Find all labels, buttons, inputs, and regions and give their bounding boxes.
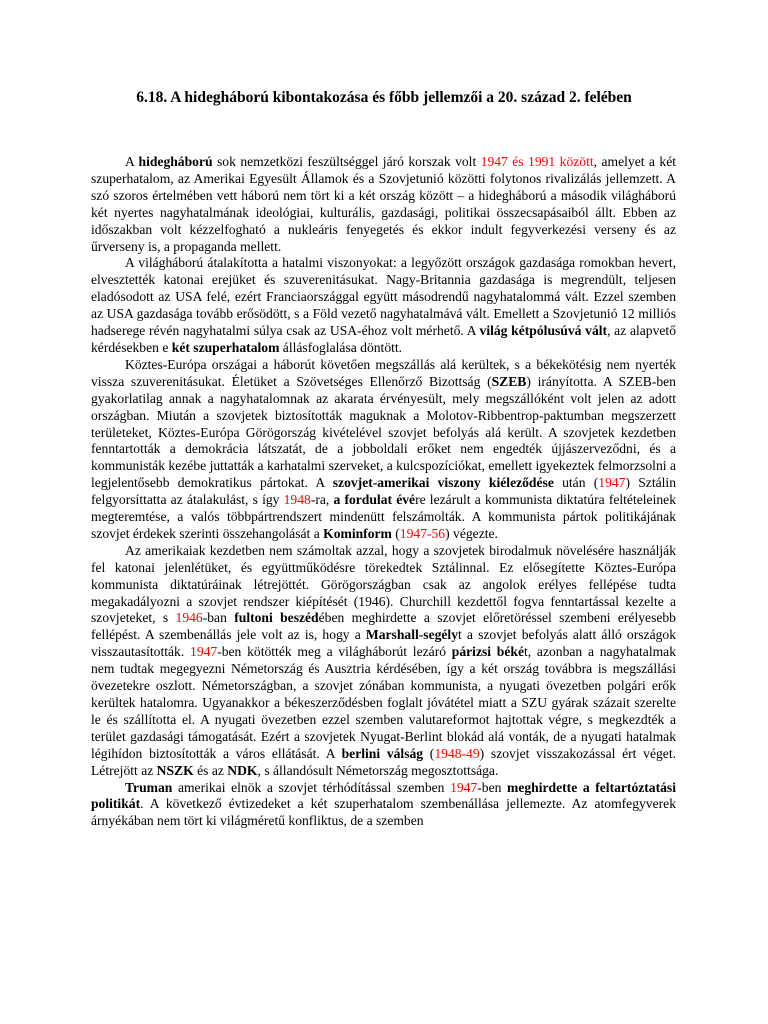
text-run: után ( [553,475,599,491]
term-parizsi-beke: párizsi béké [451,644,524,660]
term-berlini-valsag: berlini válság [341,745,424,761]
text-run: és az [193,762,228,778]
page-title: 6.18. A hidegháború kibontakozása és főbb jellemzői a 20. század 2. felében [136,89,632,106]
term-ket-szuperhatalom: két szuperhatalom [171,339,280,355]
text-run: -ben [477,779,508,795]
paragraph-1 [91,154,676,255]
text-run: t, azonban a nagyhatalmak nem tudtak megegyezni Németország és Ausztria kérdésében, így a két ország továbbra is megszállási övezetekre oszlott. Németországban, a szovjet zónában kommunista, a nyugati övezetben polgári erők kerültek hatalomra. Ugyanakkor a békeszerződésben foglalt jóvátétel miatt a SZU gyárak százait szerelte le és szállította el. A nyugati övezetben ezzel szemben valutareformot hajtottak végre, s megkezdték a terület gazdasági támogatását. Ezért a szovjetek Nyugat-Berlint blokád alá vonták, de a nyugati hatalmak légihídon biztosították a város ellátását. A [91,644,676,761]
date-highlight: 1947-56 [399,525,446,541]
document-body [91,154,676,830]
text-run: Az amerikaiak kezdetben nem számoltak azzal, hogy a szovjetek birodalmuk növelésére használják fel katonai jelenlétüket, és együttműködésre törekedtek Sztálinnal. Ez elősegítette Köztes-Európa kommunista diktatúráinak létrejöttét. Görögországban csak az angolok erélyes fellépése tudta megakadályozni a szovjet rendszer kiépítését (1946). Churchill kezdettől fogva fenntartással kezelte a szovjeteket, s [91,542,676,626]
term-ndk: NDK [227,762,258,778]
text-run: , s állandósult Németország megosztottsága. [257,762,499,778]
term-viszony-kielezodese: szovjet-amerikai viszony kiéleződése [332,475,554,491]
term-ketpolusu: világ kétpólusúvá vált [479,323,608,339]
date-highlight: 1948 [283,492,311,508]
term-kominform: Kominform [323,525,392,541]
text-run: A [125,154,139,169]
text-run: -ban [202,610,235,626]
date-highlight: 1947 [190,644,218,660]
term-nszk: NSZK [156,762,194,778]
text-run: . A következő évtizedeket a két szuperhatalom szembenállása jellemezte. Az atomfegyverek árnyékában nem tört ki világméretű konfliktus, de a szemben [91,796,676,829]
date-highlight: 1947 és 1991 között [480,154,594,169]
text-run: Köztes-Európa országai a háborút követően megszállás alá kerültek, s a békekötésig nem nyerték vissza szuverenitásukat. Életüket a Szövetséges Ellenőrző Bizottság ( [91,356,676,389]
text-run: ében meghirdette a szovjet előretöréssel szembeni erélyesebb fellépést. A szembenállás jele volt az is, hogy a [91,610,676,643]
term-szeb: SZEB [491,373,527,389]
date-highlight: 1947 [450,779,478,795]
text-run: -ben kötötték meg a világháborút lezáró [217,644,452,660]
text-run: ) irányította. A SZEB-ben gyakorlatilag annak a nagyhatalomnak az akarata érvényesült, mely megszállóként volt jelen az adott országban. Miután a szovjetek biztosították maguknak a Molotov-Ribbentrop-paktumban megszerzett területeket, Köztes-Európa Görögország kivételével szovjet befolyás alá került. A szovjetek kezdetben fenntartották a demokrácia látszatát, de a jobboldali erőket nem engedték újjászerveződni, és a kommunisták kezébe juttatták a karhatalmi szerveket, a kulcspozíciókat, emellett igyekeztek felmorzsolni a legjelentősebb demokratikus pártokat. A [91,373,676,491]
text-run: t a szovjet befolyás alatt álló országok visszautasították. [91,627,676,660]
text-run: ) végezte. [445,525,498,541]
paragraph-5 [91,780,676,831]
term-hideghaboru: hidegháború [138,154,213,169]
date-highlight: 1948-49 [434,745,480,761]
term-truman: Truman [125,779,173,795]
term-fordulat-eve: a fordulat évé [333,492,416,508]
text-run: -ra, [310,492,334,508]
text-run: amerikai elnök a szovjet térhódítással szemben [172,779,451,795]
term-marshall-segely: Marshall-segély [365,627,459,643]
text-run: A világháború átalakította a hatalmi viszonyokat: a legyőzött országok gazdasága romokban hevert, elvesztették katonai erejüket és szuverenitásukat. Nagy-Britannia gazdasága is megrendült, teljesen eladósodott az USA felé, ezért Franciaországgal együtt másodrendű nagyhatalommá vált. Ezzel szemben az USA gazdasága tovább erősödött, s a Föld vezető nagyhatalmává vált. Emellett a Szovjetunió 12 milliós hadserege révén nagyhatalmi súlya csak az USA-éhoz volt mérhető. A [91,255,676,339]
text-run: ) Sztálin felgyorsíttatta az átalakulást, s így [91,475,676,508]
text-run: re lezárult a kommunista diktatúra feltételeinek megteremtése, a valós többpártrendszert mindenütt felszámolták. A kommunista pártok politikájának szovjet érdekek szerinti összehangolását a [91,492,676,541]
text-run: , amelyet a két szuperhatalom, az Amerikai Egyesült Államok és a Szovjetunió közötti folytonos rivalizálás jellemzett. A szó szoros értelmében vett háború nem tört ki a két ország között – a hidegháború a második világháború két nyertes nagyhatalmának ideológiai, kulturális, gazdasági, politikai összecsapásaiból állt. Ebben az időszakban volt kézzelfogható a nukleáris fenyegetés és ekkor indult fegyverkezési verseny és az űrverseny is, a propaganda mellett. [91,154,677,254]
term-feltartoztatasi-politika: meghirdette a feltartóztatási politikát [91,779,676,812]
paragraph-4 [91,543,676,780]
paragraph-3 [91,357,676,543]
paragraph-2 [91,255,676,356]
text-run: , az alapvető kérdésekben e [91,323,676,355]
date-highlight: 1946 [175,610,203,626]
text-run: ( [391,525,400,541]
term-fultoni-beszed: fultoni beszéd [234,610,319,626]
date-highlight: 1947 [598,475,626,491]
text-run: ( [423,745,435,761]
text-run: ) szovjet visszakozással ért véget. Létrejött az [91,745,677,778]
text-run: sok nemzetközi feszültséggel járó korszak volt [212,154,481,169]
text-run: állásfoglalása döntött. [279,339,403,355]
